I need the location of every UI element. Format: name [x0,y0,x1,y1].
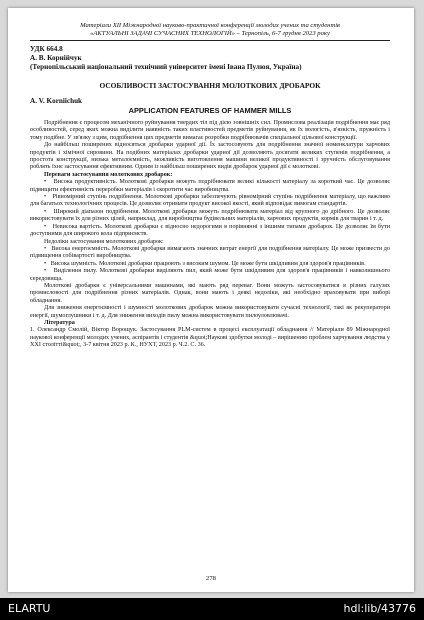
list-item: • Висока продуктивність. Молоткові дробарки можуть подрібнювати великі кількості матеріалу за короткий час. Це дозволяє підвищити ефективність переробки матеріалів і скоротити час виробництва. [30,179,390,193]
reference-item: 1. Олександр Смолій, Віктор Ворощук. Застосування PLM-систем в процесі експлуатації обладнання // Матеріали 89 Міжнародної наукової конференції молодих учених, аспірантів і студентів &quot;Наукові здобутки молоді – вирішенню проблем харчування людства у ХХІ столітті&quot;, 3-7 квітня 2023 р. К., НУХТ, 2023 р. Ч.2. С. 36. [30,327,390,349]
disadvantages-heading: Недоліки застосування молоткових дробарок: [44,238,164,245]
list-item: • Рівномірний ступінь подрібнення. Молоткові дробарки забезпечують рівномірний ступінь подрібнення матеріалу, що важливо для багатьох технологічних процесів. Це дозволяє отримати продукт високої якості, який відповідає вимогам стандартів. [30,194,391,208]
article-title-en: APPLICATION FEATURES OF HAMMER MILLS [128,106,292,115]
conference-header-line: Матеріали XII Міжнародної науково-практичної конференції молодих учених та студентів [80,22,340,29]
paragraph: До найбільш поширених відносяться дробарки ударної дії. Їх застосовують для подрібнення значної номенклатури харчових продуктів і хімічної сировини. На подібних матеріалах дробарки ударної дії дозволяють досягати великих ступенів подрібнення, а простота конструкції, низька металоємність, можливість виготовлення машини великої продуктивності і зручність обслуговування роблять їхнє застосування ефективним. Одним із найбільш поширених видів дробарок ударної дії є молоткові. [30,142,390,171]
list-item: • Висока енергоємність. Молоткові дробарки вимагають значних витрат енергії для подрібнення матеріалу. Це може призвести до підвищення собівартості виробництва. [30,245,390,260]
page-content [30,22,390,350]
author-name: А. В. Корнійчук [30,54,82,62]
list-item-text: Висока продуктивність. Молоткові дробарки можуть подрібнювати великі кількості матеріалу за короткий час. Це дозволяє підвищити ефективність переробки матеріалів і скоротити час виробництва. [30,179,390,193]
list-item-text: Невисока вартість. Молоткові дробарки є відносно недорогими в порівнянні з іншими типами дробарок. Це дозволяє їм бути доступними для широкого кола підприємств. [30,223,390,238]
list-item: • Виділення пилу. Молоткові дробарки виділяють пил, який може бути шкідливим для здоров'я працівників і навколишнього середовища. [30,268,390,282]
list-item: • Невисока вартість. Молоткові дробарки є відносно недорогими в порівнянні з іншими типами дробарок. Це дозволяє їм бути доступними для широкого кола підприємств. [30,223,390,238]
document-page [8,8,414,592]
author-name-en: A. V. Korniichuk [30,97,83,105]
paragraph: Подрібнення є процесом механічного руйнування твердих тіл під дією зовнішніх сил. Промислова реалізація подрібнення має ряд особливостей, серед яких можна виділити наявність таких властивостей предметів руйнування, як їх вологість, в'язкість, пружність і тому подібне. У зв'язку з цим, подрібнення цих предметів вимагає розробки подрібнювачів спеціальної цільової конструкції. [30,120,390,141]
repository-name: ELARTU [8,602,51,615]
conference-header-line: «АКТУАЛЬНІ ЗАДАЧІ СУЧАСНИХ ТЕХНОЛОГІЙ» – Тернопіль, 6-7 грудня 2023 року [90,30,330,37]
list-item-text: Рівномірний ступінь подрібнення. Молоткові дробарки забезпечують рівномірний ступінь подрібнення матеріалу, що важливо для багатьох технологічних процесів. Це дозволяє отримати продукт високої якості, який відповідає вимогам стандартів. [30,194,391,208]
advantages-heading: Переваги застосування молоткових дробарок: [44,171,173,178]
paragraph: Молоткові дробарки є універсальними машинами, які мають ряд переваг. Вони можуть застосовуватися в різних галузях промисловості для подрібнення різних матеріалів. Однак, вони мають і деякі недоліки, які необхідно враховувати при виборі обладнання. [30,282,390,304]
header-divider [30,40,390,41]
page-number: 278 [206,575,216,582]
udk-code: УДК 664.8 [30,45,63,53]
repository-bar [0,598,424,620]
article-title-ua: ОСОБЛИВОСТІ ЗАСТОСУВАННЯ МОЛОТКОВИХ ДРОБАРОК [99,81,321,90]
references-heading: Література [44,319,75,326]
paragraph: Для зниження енергоємності і шумності молоткових дробарок можна використовувати сучасні технології, такі як рекуператори енергії, шумоглушники і т. д. Для зниження виходів пилу можна використовувати пилоуловлювачі. [30,305,390,319]
list-item-text: Висока шумність. Молоткові дробарки працюють з високим шумом. Це може бути шкідливим для здоров'я працівників. [50,260,366,267]
handle-id: hdl:lib/43776 [343,602,416,615]
conference-header [30,22,390,38]
list-item: • Висока шумність. Молоткові дробарки працюють з високим шумом. Це може бути шкідливим для здоров'я працівників. [44,260,366,267]
article-body [30,120,390,350]
list-item-text: Висока енергоємність. Молоткові дробарки вимагають значних витрат енергії для подрібнення матеріалу. Це може призвести до підвищення собівартості виробництва. [30,245,390,260]
list-item: • Широкий діапазон подрібнення. Молоткові дробарки можуть подрібнювати матеріал від крупного до дрібного. Це дозволяє використовувати їх для різних цілей, наприклад, для виробництва будівельних матеріалів, харчових продуктів, кормів для тварин і т. д. [30,208,390,223]
list-item-text: Широкий діапазон подрібнення. Молоткові дробарки можуть подрібнювати матеріал від крупного до дрібного. Це дозволяє використовувати їх для різних цілей, наприклад, для виробництва будівельних матеріалів, харчових продуктів, кормів для тварин і т. д. [30,208,390,223]
list-item-text: Виділення пилу. Молоткові дробарки виділяють пил, який може бути шкідливим для здоров'я працівників і навколишнього середовища. [30,268,390,282]
author-affiliation: (Тернопільський національний технічний університет імені Івана Пулюя, Україна) [30,63,302,71]
